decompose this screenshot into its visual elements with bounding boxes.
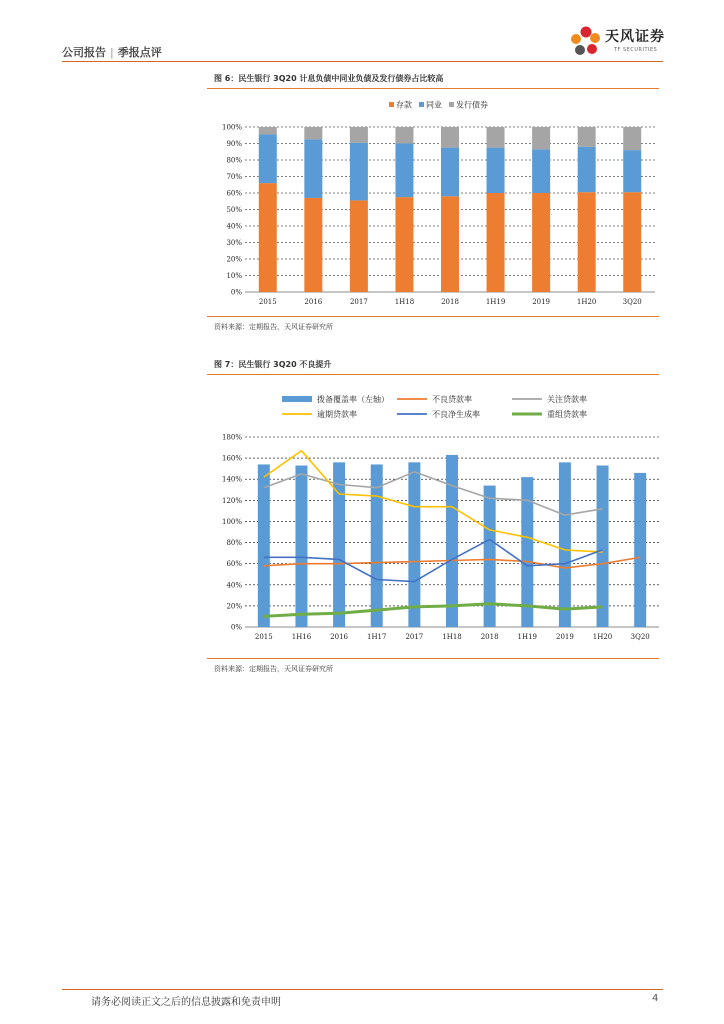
legend-swatch-0: [389, 102, 394, 107]
y-tick-label: 120%: [221, 496, 242, 505]
bar-segment-0: [487, 193, 505, 292]
figure-6-title-rule: [207, 88, 659, 89]
bar-segment-0: [623, 192, 641, 292]
bar-segment-2: [395, 127, 413, 144]
legend-label-2: 发行债券: [456, 100, 488, 110]
y-tick-label: 60%: [226, 189, 242, 198]
x-tick-label: 1H20: [576, 298, 597, 306]
bar-segment-0: [350, 200, 368, 292]
figure-7-combo-chart: [207, 380, 659, 655]
x-tick-label: 2015: [254, 633, 273, 641]
y-tick-label: 100%: [221, 517, 242, 526]
x-tick-label: 3Q20: [622, 298, 642, 306]
x-tick-label: 1H20: [592, 633, 613, 641]
figure-6-stacked-bar-chart: [207, 92, 659, 314]
coverage-bar: [408, 462, 420, 627]
x-tick-label: 2017: [405, 633, 424, 641]
coverage-bar: [258, 464, 270, 627]
coverage-bar: [634, 473, 646, 627]
legend-swatch-1: [419, 102, 424, 107]
bar-segment-0: [259, 183, 277, 292]
legend-label-0: 存款: [396, 100, 412, 110]
y-tick-label: 80%: [226, 156, 242, 165]
y-tick-label: 30%: [226, 239, 242, 247]
x-tick-label: 2015: [258, 298, 277, 306]
bar-segment-0: [532, 193, 550, 292]
bar-segment-1: [395, 144, 413, 198]
bar-segment-2: [578, 127, 596, 147]
footer-disclaimer: 请务必阅读正文之后的信息披露和免责申明: [91, 997, 281, 1008]
header-divider: [62, 61, 663, 62]
bar-segment-1: [304, 139, 322, 198]
flower-logo-icon: [568, 23, 604, 61]
brand-name-en: TF SECURITIES: [614, 47, 658, 53]
bar-segment-2: [532, 127, 550, 149]
bar-segment-2: [259, 127, 277, 134]
bar-segment-1: [441, 148, 459, 197]
bar-segment-0: [304, 198, 322, 292]
brand-name: 天风证券: [605, 29, 665, 45]
legend-swatch-0: [282, 396, 312, 402]
legend-label-1: 同业: [426, 100, 442, 110]
legend-label-1: 不良贷款率: [432, 395, 472, 404]
bar-segment-1: [532, 149, 550, 193]
legend-label-5: 重组贷款率: [547, 410, 587, 419]
bar-segment-1: [259, 134, 277, 183]
bar-segment-1: [623, 150, 641, 192]
y-tick-label: 20%: [226, 602, 242, 611]
y-tick-label: 180%: [221, 433, 242, 442]
bar-segment-2: [304, 127, 322, 139]
bar-segment-0: [441, 196, 459, 292]
x-tick-label: 1H19: [517, 633, 538, 641]
bar-segment-1: [578, 147, 596, 192]
y-tick-label: 160%: [221, 454, 242, 463]
bar-segment-2: [441, 127, 459, 148]
brand-logo: [568, 23, 678, 61]
coverage-bar: [446, 455, 458, 627]
figure-7-source: 资料来源：定期报告，天风证券研究所: [214, 665, 333, 673]
bar-segment-2: [623, 127, 641, 150]
bar-segment-2: [350, 127, 368, 143]
y-tick-label: 0%: [230, 288, 242, 297]
bar-segment-1: [350, 143, 368, 201]
bar-segment-1: [487, 148, 505, 193]
series-line-1: [264, 472, 603, 515]
y-tick-label: 140%: [221, 475, 242, 484]
report-header: [62, 44, 162, 60]
y-tick-label: 0%: [230, 623, 242, 632]
x-tick-label: 2016: [304, 298, 323, 306]
y-tick-label: 50%: [226, 206, 242, 214]
header-separator: |: [110, 46, 114, 59]
x-tick-label: 2016: [330, 633, 349, 641]
x-tick-label: 2018: [441, 298, 459, 306]
coverage-bar: [597, 466, 609, 628]
report-subtype: 季报点评: [117, 46, 162, 59]
x-tick-label: 2017: [349, 298, 368, 306]
figure-7-title: 图 7：民生银行 3Q20 不良提升: [214, 360, 332, 369]
page-number: 4: [652, 993, 659, 1004]
y-tick-label: 80%: [226, 539, 242, 548]
legend-label-2: 关注贷款率: [547, 395, 587, 404]
x-tick-label: 2019: [532, 298, 551, 306]
coverage-bar: [559, 462, 571, 627]
x-tick-label: 3Q20: [630, 633, 650, 641]
legend-label-4: 不良净生成率: [432, 410, 480, 419]
bar-segment-2: [487, 127, 505, 148]
bar-segment-0: [395, 197, 413, 292]
footer-divider: [62, 989, 663, 990]
coverage-bar: [295, 466, 307, 628]
y-tick-label: 40%: [226, 581, 242, 590]
report-type: 公司报告: [62, 46, 106, 59]
coverage-bar: [371, 464, 383, 627]
y-tick-label: 10%: [226, 272, 242, 280]
series-line-2: [264, 451, 603, 552]
legend-label-0: 拨备覆盖率（左轴）: [317, 395, 389, 404]
bar-segment-0: [578, 192, 596, 292]
figure-6-title: 图 6：民生银行 3Q20 计息负债中同业负债及发行债券占比较高: [214, 74, 444, 83]
x-tick-label: 1H16: [291, 633, 312, 641]
y-tick-label: 20%: [226, 255, 242, 264]
y-tick-label: 70%: [226, 173, 242, 181]
y-tick-label: 100%: [221, 123, 242, 132]
y-tick-label: 90%: [226, 140, 242, 148]
x-tick-label: 2018: [480, 633, 499, 641]
figure-6-source: 资料来源：定期报告，天风证券研究所: [214, 323, 333, 331]
x-tick-label: 2019: [555, 633, 574, 641]
figure-7-source-rule: [207, 658, 659, 659]
y-tick-label: 40%: [226, 222, 242, 231]
legend-swatch-2: [449, 102, 454, 107]
x-tick-label: 1H18: [394, 298, 415, 306]
coverage-bar: [484, 486, 496, 627]
x-tick-label: 1H19: [485, 298, 506, 306]
x-tick-label: 1H17: [366, 633, 387, 641]
figure-7-title-rule: [207, 374, 659, 375]
legend-label-3: 逾期贷款率: [317, 410, 357, 419]
y-tick-label: 60%: [226, 560, 242, 569]
x-tick-label: 1H18: [442, 633, 462, 641]
figure-6-source-rule: [207, 316, 659, 317]
coverage-bar: [333, 462, 345, 627]
